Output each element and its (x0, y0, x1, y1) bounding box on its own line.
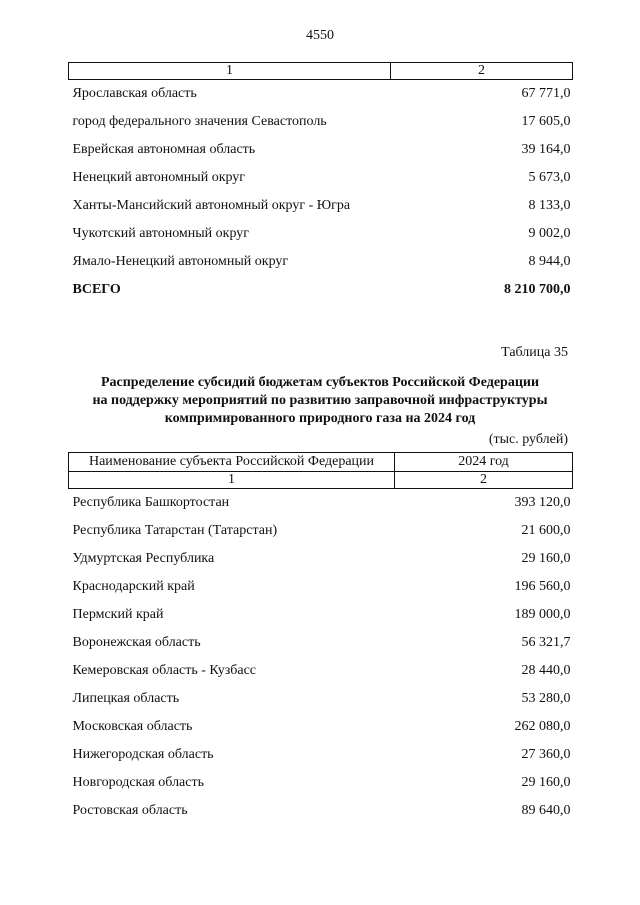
subsidy-value: 39 164,0 (521, 142, 571, 157)
col-header-region: Наименование субъекта Российской Федерации (69, 453, 395, 472)
table-row (69, 545, 573, 573)
table-row (69, 601, 573, 629)
region-name: Республика Башкортостан (72, 495, 230, 510)
subsidy-value: 9 002,0 (528, 226, 571, 241)
region-name: Липецкая область (72, 691, 180, 706)
subsidy-value: 56 321,7 (521, 635, 571, 650)
table-row (69, 80, 573, 109)
units-label: (тыс. рублей) (488, 432, 568, 447)
top-table-header (69, 63, 573, 80)
region-name: Удмуртская Республика (72, 551, 215, 566)
subsidy-table-header (69, 453, 573, 472)
table-title-line: компримированного природного газа на 2024 год (164, 411, 476, 426)
region-name: Республика Татарстан (Татарстан) (72, 523, 278, 538)
table-row (69, 192, 573, 220)
region-name: Ямало-Ненецкий автономный округ (72, 254, 289, 269)
region-name: Кемеровская область - Кузбасс (72, 663, 257, 678)
subsidy-value: 89 640,0 (521, 803, 571, 818)
subsidy-value: 196 560,0 (514, 579, 571, 594)
table-title-line: Распределение субсидий бюджетам субъектов Российской Федерации (100, 375, 540, 390)
subsidy-value: 28 440,0 (521, 663, 571, 678)
subsidy-value: 29 160,0 (521, 775, 571, 790)
region-name: Московская область (72, 719, 193, 734)
col-number-2: 2 (395, 472, 573, 489)
table-title (60, 374, 580, 428)
col-header-year: 2024 год (395, 453, 573, 472)
region-name: Пермский край (72, 607, 164, 622)
top-table (68, 62, 573, 304)
table-row (69, 685, 573, 713)
table-row (69, 517, 573, 545)
col-number-1: 1 (69, 472, 395, 489)
table-row (69, 108, 573, 136)
table-row (69, 657, 573, 685)
subsidy-value: 5 673,0 (528, 170, 571, 185)
subsidy-table-col-numbers (69, 472, 573, 489)
subsidy-value: 29 160,0 (521, 551, 571, 566)
subsidy-value: 17 605,0 (521, 114, 571, 129)
table-row (69, 741, 573, 769)
table-title-line: на поддержку мероприятий по развитию заправочной инфраструктуры (92, 393, 548, 408)
region-name: город федерального значения Севастополь (72, 114, 327, 129)
table-row (69, 797, 573, 825)
region-name: Новгородская область (72, 775, 204, 790)
subsidy-table (68, 452, 573, 825)
subsidy-value: 53 280,0 (521, 691, 571, 706)
table-row (69, 248, 573, 276)
top-col-number-2: 2 (391, 63, 573, 80)
region-name: Воронежская область (72, 635, 201, 650)
subsidy-value: 21 600,0 (521, 523, 571, 538)
table-row (69, 136, 573, 164)
subsidy-value: 189 000,0 (514, 607, 571, 622)
subsidy-value: 8 133,0 (528, 198, 571, 213)
subsidy-value: 262 080,0 (514, 719, 571, 734)
subsidy-value: 27 360,0 (521, 747, 571, 762)
top-col-number-1: 1 (69, 63, 391, 80)
region-name: Еврейская автономная область (72, 142, 256, 157)
region-name: Ненецкий автономный округ (72, 170, 246, 185)
table-row (69, 629, 573, 657)
total-row (69, 276, 573, 304)
region-name: Краснодарский край (72, 579, 195, 594)
table-row (69, 769, 573, 797)
table-row (69, 489, 573, 518)
region-name: Чукотский автономный округ (72, 226, 250, 241)
total-value: 8 210 700,0 (504, 282, 571, 297)
region-name: Нижегородская область (72, 747, 214, 762)
page-number: 4550 (306, 28, 334, 43)
region-name: Ханты-Мансийский автономный округ - Югра (72, 198, 351, 213)
subsidy-value: 8 944,0 (528, 254, 571, 269)
table-row (69, 573, 573, 601)
region-name: Ростовская область (72, 803, 188, 818)
region-name: Ярославская область (72, 86, 197, 101)
table-row (69, 164, 573, 192)
table-row (69, 713, 573, 741)
table-label: Таблица 35 (501, 345, 568, 360)
subsidy-value: 393 120,0 (514, 495, 571, 510)
total-label: ВСЕГО (72, 282, 121, 297)
table-row (69, 220, 573, 248)
subsidy-value: 67 771,0 (521, 86, 571, 101)
